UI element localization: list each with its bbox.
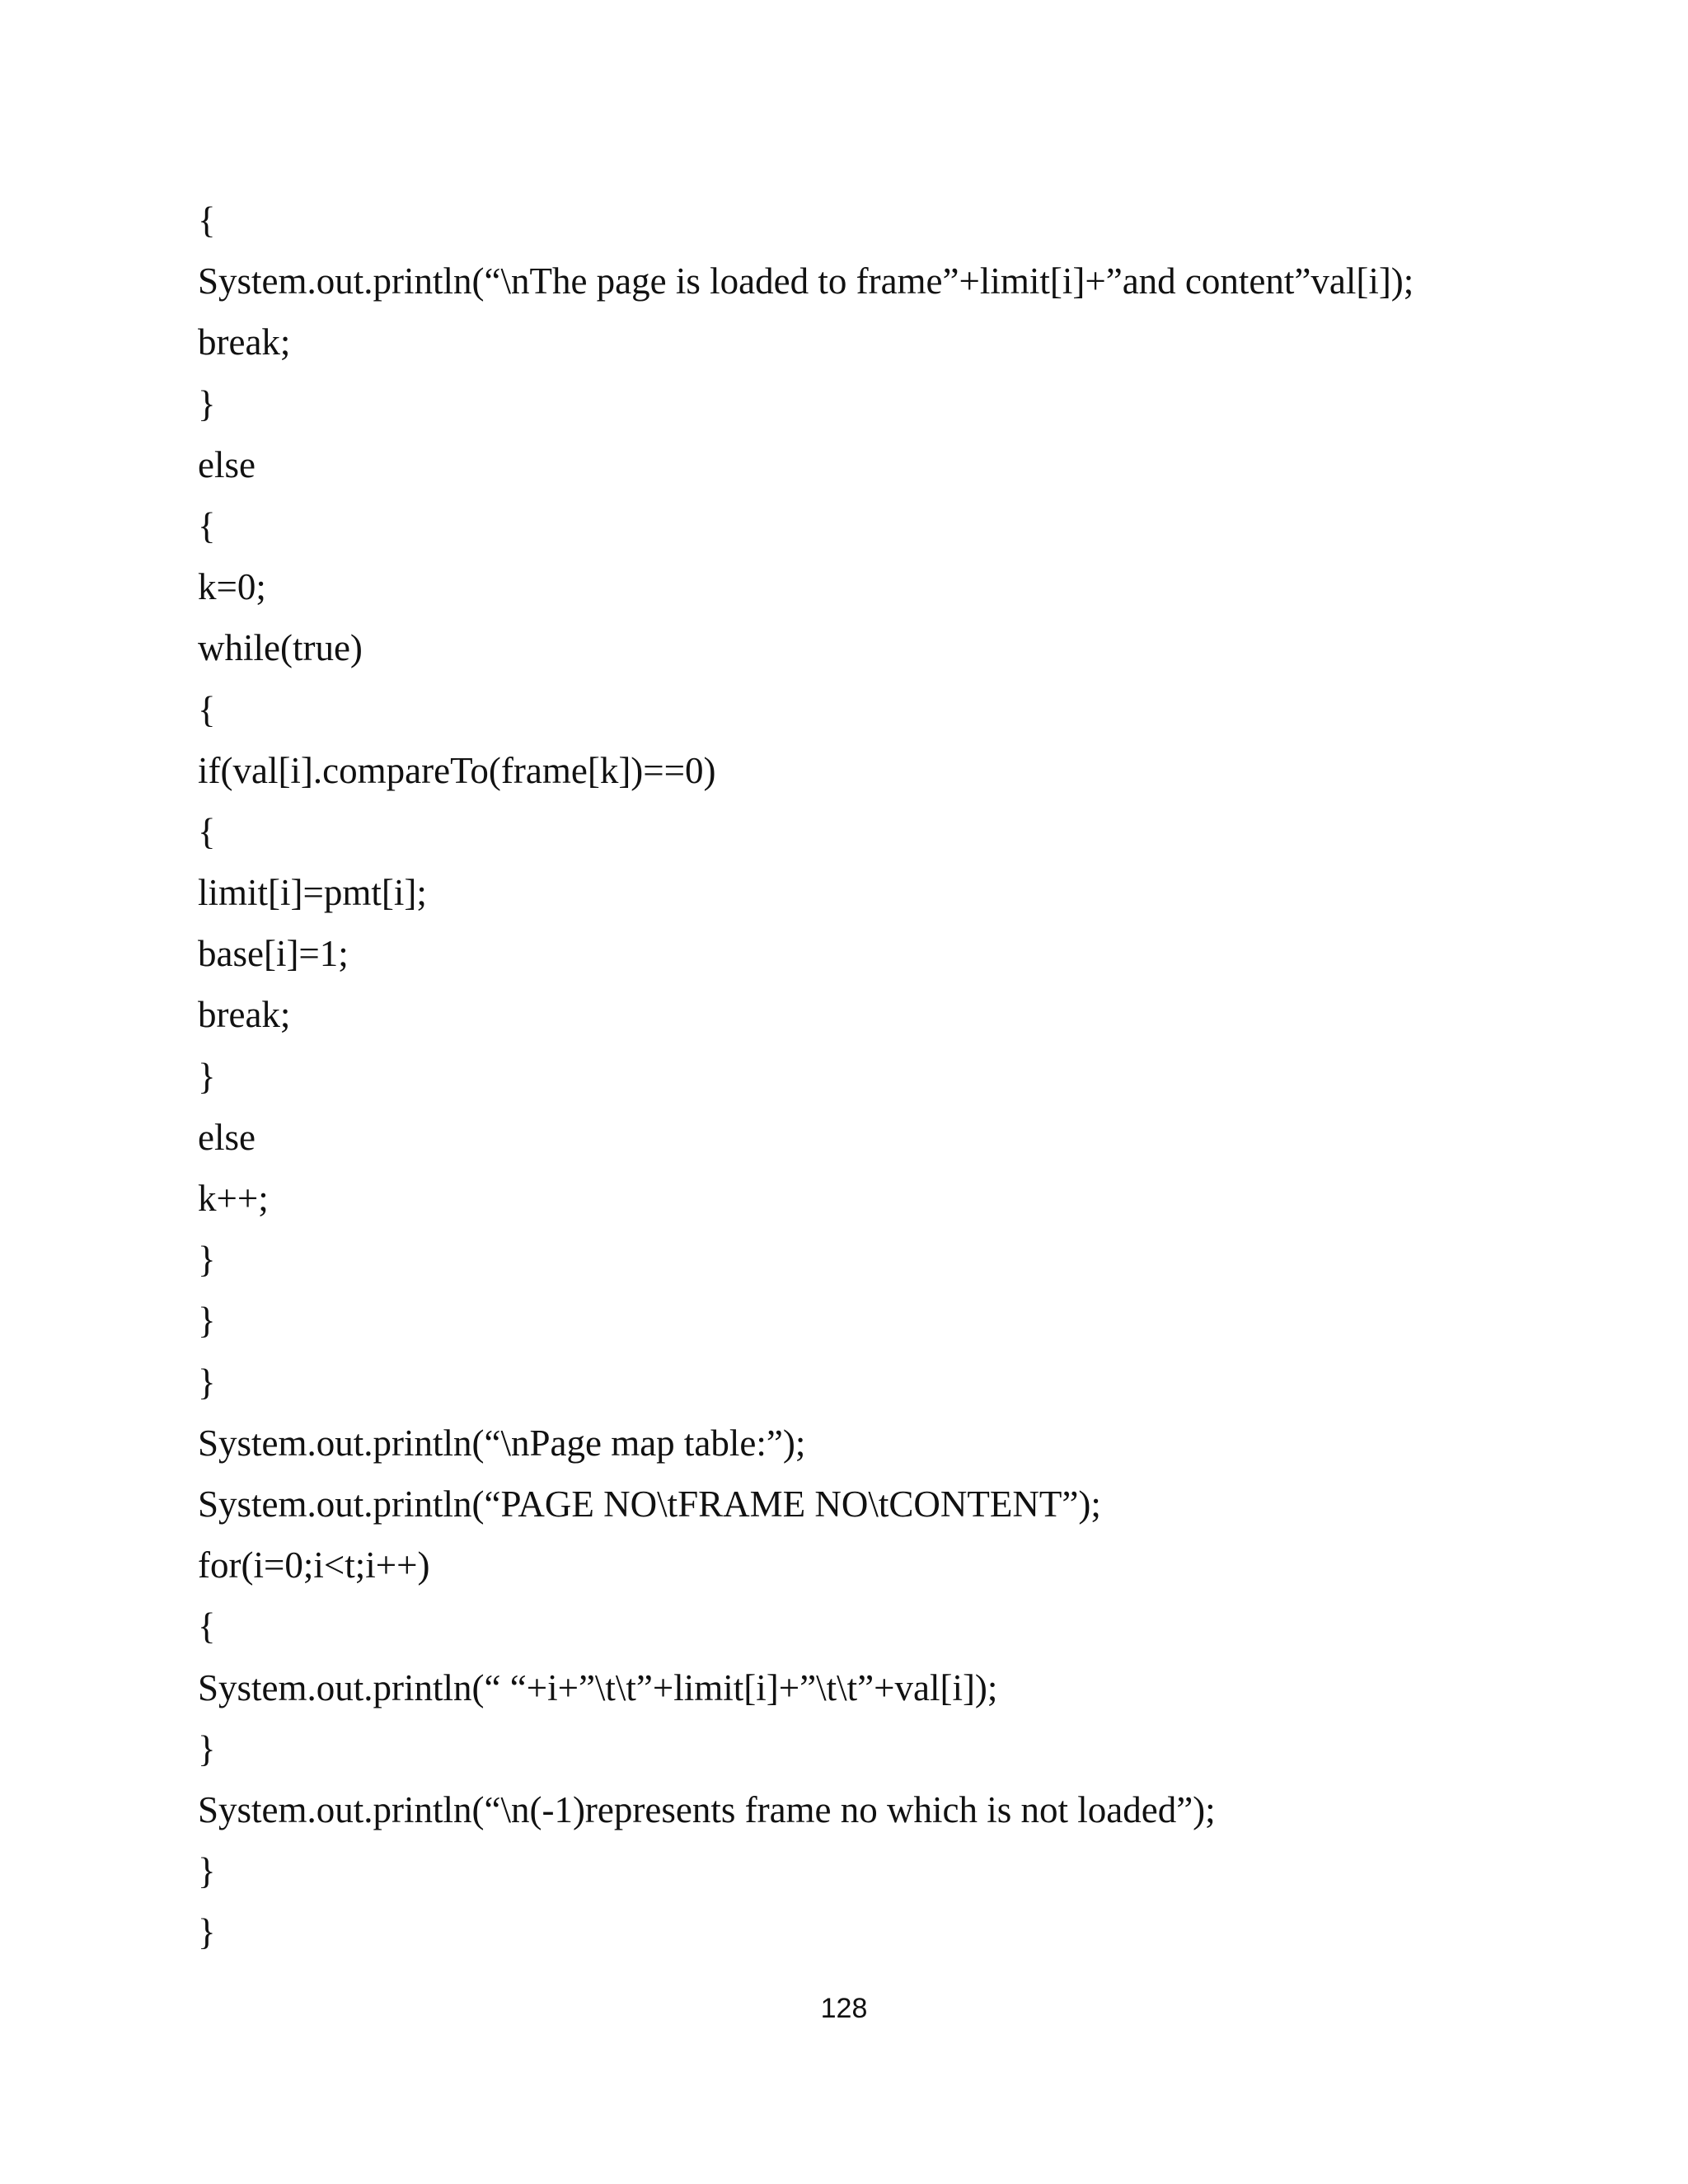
code-line: else [198,1116,256,1158]
code-line: System.out.println(“\nThe page is loaded to frame”+limit[i]+”and content”val[i]); [198,260,1414,302]
code-line: } [198,1239,216,1281]
code-line: } [198,1055,216,1097]
code-line: { [198,199,216,241]
code-line: System.out.println(“ “+i+”\t\t”+limit[i]+”\t\t”+val[i]); [198,1666,998,1708]
code-line: System.out.println(“\n(-1)represents frame no which is not loaded”); [198,1788,1216,1830]
code-line: k=0; [198,566,266,608]
code-line: } [198,1361,216,1403]
code-line: else [198,443,256,485]
code-line: { [198,504,216,546]
code-line: System.out.println(“PAGE NO\tFRAME NO\tCONTENT”); [198,1483,1101,1525]
code-line: System.out.println(“\nPage map table:”); [198,1422,806,1464]
code-line: while(true) [198,627,363,669]
code-line: { [198,810,216,852]
code-line: } [198,1911,216,1953]
code-line: } [198,1727,216,1769]
code-line: for(i=0;i<t;i++) [198,1544,430,1586]
code-line: } [198,1850,216,1892]
page-number: 128 [820,1993,868,2024]
code-line: base[i]=1; [198,933,349,975]
code-listing [198,190,1599,1962]
code-line: limit[i]=pmt[i]; [198,872,427,914]
code-line: if(val[i].compareTo(frame[k])==0) [198,749,716,791]
code-line: } [198,1300,216,1342]
code-line: } [198,382,216,424]
code-line: break; [198,994,291,1036]
code-line: { [198,688,216,730]
code-line: k++; [198,1178,269,1219]
code-line: { [198,1605,216,1647]
code-line: break; [198,321,291,363]
